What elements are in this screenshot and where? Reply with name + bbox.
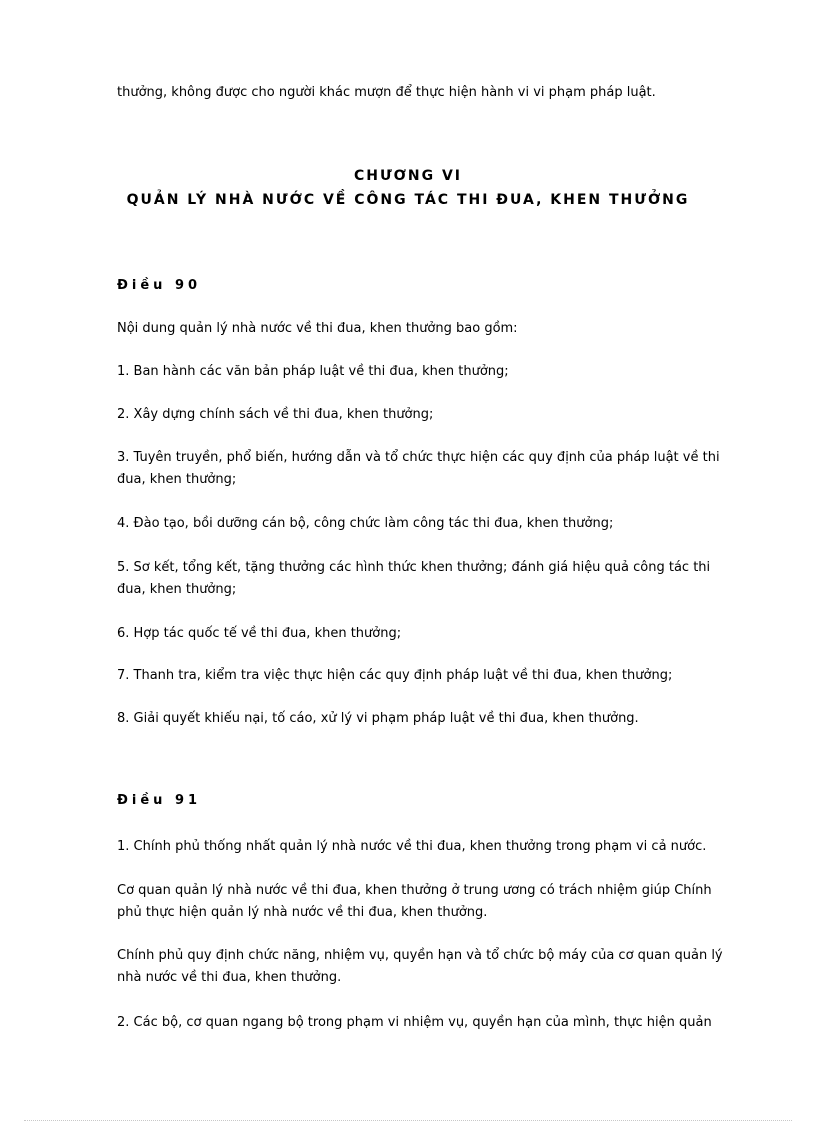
article-90-item-7: 7. Thanh tra, kiểm tra việc thực hiện các quy định pháp luật về thi đua, khen thưởng; [117,668,673,683]
article-90-item-4: 4. Đào tạo, bồi dưỡng cán bộ, công chức làm công tác thi đua, khen thưởng; [117,516,614,531]
chapter-title: QUẢN LÝ NHÀ NƯỚC VỀ CÔNG TÁC THI ĐUA, KHEN THƯỞNG [126,192,690,208]
article-91-paragraph-3: Chính phủ quy định chức năng, nhiệm vụ, quyền hạn và tổ chức bộ máy của cơ quan quản lý nhà nước về thi đua, khen thưởng. [117,948,723,985]
article-90-item-8: 8. Giải quyết khiếu nại, tố cáo, xử lý vi phạm pháp luật về thi đua, khen thưởng. [117,711,639,726]
page-bottom-divider [24,1120,792,1121]
article-91-heading: Điều 91 [117,793,202,808]
article-91-paragraph-4: 2. Các bộ, cơ quan ngang bộ trong phạm vi nhiệm vụ, quyền hạn của mình, thực hiện quản [117,1015,712,1030]
article-90-heading: Điều 90 [117,278,202,293]
article-90-item-6: 6. Hợp tác quốc tế về thi đua, khen thưởng; [117,626,402,641]
article-90-item-2: 2. Xây dựng chính sách về thi đua, khen thưởng; [117,407,434,422]
article-90-item-1: 1. Ban hành các văn bản pháp luật về thi đua, khen thưởng; [117,364,509,379]
continuation-paragraph: thưởng, không được cho người khác mượn để thực hiện hành vi vi phạm pháp luật. [117,85,656,100]
article-90-item-3: 3. Tuyên truyền, phổ biến, hướng dẫn và tổ chức thực hiện các quy định của pháp luật về thi đua, khen thưởng; [117,450,720,487]
article-90-item-5: 5. Sơ kết, tổng kết, tặng thưởng các hình thức khen thưởng; đánh giá hiệu quả công tác thi đua, khen thưởng; [117,560,711,597]
chapter-number: CHƯƠNG VI [353,168,463,184]
article-91-paragraph-1: 1. Chính phủ thống nhất quản lý nhà nước về thi đua, khen thưởng trong phạm vi cả nước. [117,839,707,854]
article-91-paragraph-2: Cơ quan quản lý nhà nước về thi đua, khen thưởng ở trung ương có trách nhiệm giúp Chính phủ thực hiện quản lý nhà nước về thi đua, khen thưởng. [117,883,712,920]
article-90-intro: Nội dung quản lý nhà nước về thi đua, khen thưởng bao gồm: [117,321,518,336]
